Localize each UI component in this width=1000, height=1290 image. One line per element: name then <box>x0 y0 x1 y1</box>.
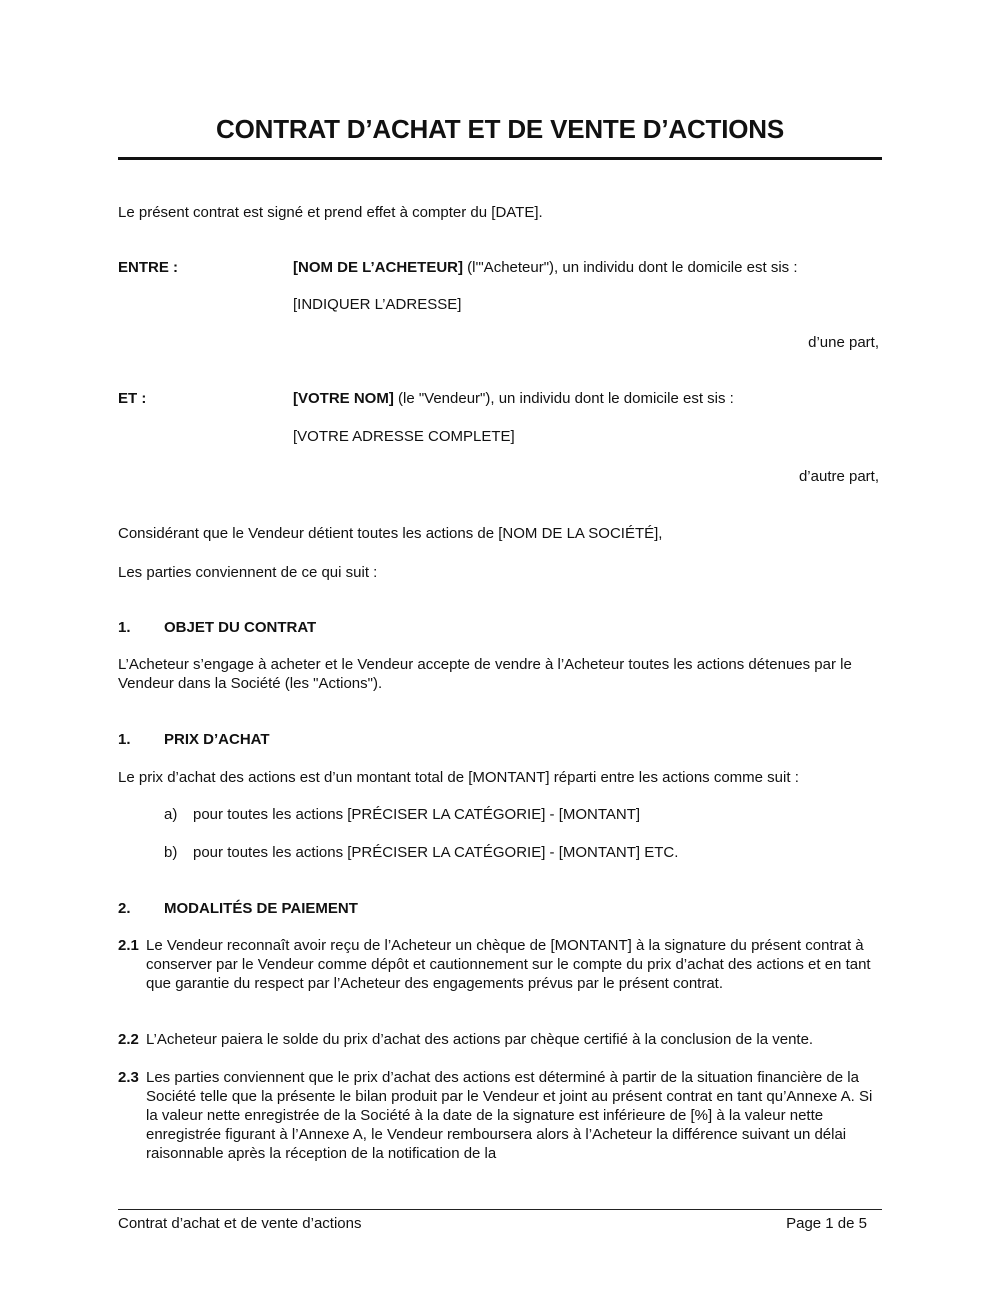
buyer-closing: d’une part, <box>808 334 879 351</box>
buyer-description: (l'"Acheteur"), un individu dont le domicile est sis : <box>463 259 798 276</box>
buyer-name: [NOM DE L’ACHETEUR] <box>293 259 463 276</box>
agreement-paragraph: Les parties conviennent de ce qui suit : <box>118 564 378 581</box>
title-divider <box>118 157 882 160</box>
clause-number: 2.2 <box>118 1031 139 1048</box>
whereas-paragraph: Considérant que le Vendeur détient toutes les actions de [NOM DE LA SOCIÉTÉ], <box>118 525 663 542</box>
clause-number: 2.1 <box>118 937 139 954</box>
document-title: CONTRAT D’ACHAT ET DE VENTE D’ACTIONS <box>216 114 784 144</box>
list-item: pour toutes les actions [PRÉCISER LA CATÉGORIE] - [MONTANT] ETC. <box>193 844 679 861</box>
section-title-modalites: MODALITÉS DE PAIEMENT <box>164 900 358 917</box>
seller-address: [VOTRE ADRESSE COMPLETE] <box>293 428 515 445</box>
section-title-prix: PRIX D’ACHAT <box>164 731 270 748</box>
party-label-buyer: ENTRE : <box>118 259 178 276</box>
party-buyer-line <box>293 259 798 276</box>
seller-name: [VOTRE NOM] <box>293 390 394 407</box>
section-number: 1. <box>118 619 131 636</box>
clause-number: 2.3 <box>118 1069 139 1086</box>
party-seller-line <box>293 390 734 407</box>
seller-closing: d’autre part, <box>798 468 879 485</box>
section-number: 2. <box>118 900 131 917</box>
intro-paragraph: Le présent contrat est signé et prend effet à compter du [DATE]. <box>118 204 543 221</box>
clause-2-1 <box>118 936 884 993</box>
footer-document-name: Contrat d’achat et de vente d’actions <box>118 1215 362 1232</box>
clause-2-3 <box>118 1068 884 1163</box>
section-objet-text: L’Acheteur s’engage à acheter et le Vendeur accepte de vendre à l’Acheteur toutes les actions détenues par le Vendeur dans la Société (les "Actions"). <box>118 656 852 692</box>
seller-description: (le "Vendeur"), un individu dont le domicile est sis : <box>393 390 734 407</box>
party-label-seller: ET : <box>118 390 147 407</box>
clause-text: Les parties conviennent que le prix d’achat des actions est déterminé à partir de la situation financière de la Société telle que la présente le bilan produit par le Vendeur et joint au présent contrat en tant qu’Annexe A. Si la valeur nette enregistrée de la Société à la date de la signature est inférieure de [%] à la valeur nette enregistrée figurant à l’Annexe A, le Vendeur remboursera alors à l’Acheteur la différence suivant un délai raisonnable après la réception de la notification de la <box>146 1069 873 1162</box>
list-marker: b) <box>164 844 178 861</box>
section-title-objet: OBJET DU CONTRAT <box>164 619 317 636</box>
footer-page-number: Page 1 de 5 <box>786 1215 867 1232</box>
clause-2-2 <box>118 1030 884 1049</box>
buyer-address: [INDIQUER L’ADRESSE] <box>293 296 462 313</box>
list-marker: a) <box>164 806 178 823</box>
list-item: pour toutes les actions [PRÉCISER LA CATÉGORIE] - [MONTANT] <box>193 806 641 823</box>
footer-divider <box>118 1209 882 1210</box>
section-prix-text: Le prix d’achat des actions est d’un montant total de [MONTANT] réparti entre les actions comme suit : <box>118 769 799 786</box>
clause-text: L’Acheteur paiera le solde du prix d’achat des actions par chèque certifié à la conclusion de la vente. <box>146 1031 814 1048</box>
section-number: 1. <box>118 731 131 748</box>
clause-text: Le Vendeur reconnaît avoir reçu de l’Acheteur un chèque de [MONTANT] à la signature du présent contrat à conserver par le Vendeur comme dépôt et cautionnement sur le compte du prix d’achat des actions et en tant que garantie du respect par l’Acheteur des engagements prévus par le présent contrat. <box>146 937 871 992</box>
